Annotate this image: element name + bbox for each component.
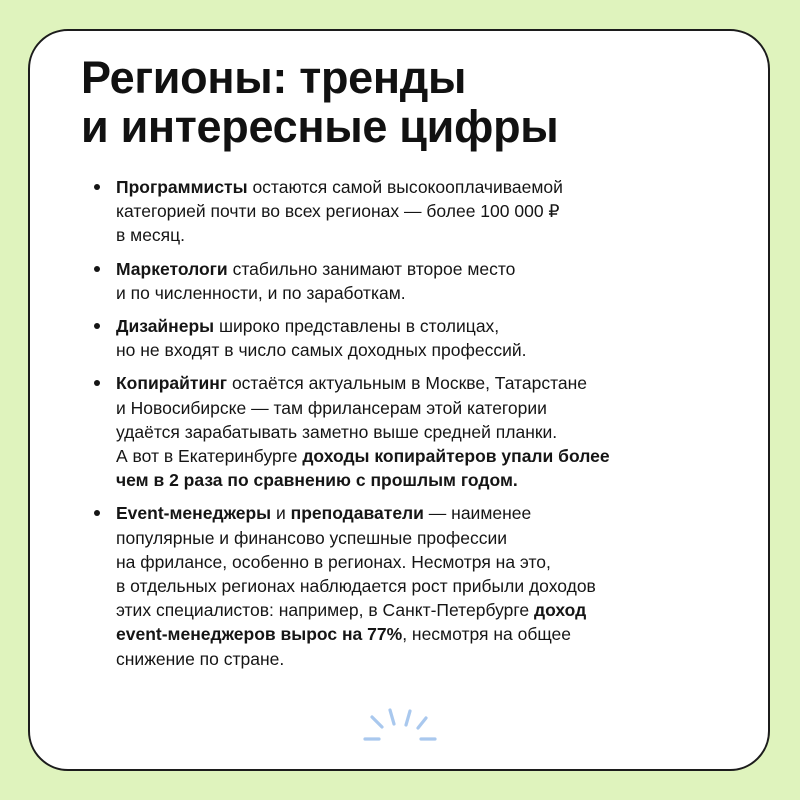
title-line-2: и интересные цифры [81, 101, 559, 152]
text-line [116, 444, 751, 468]
text-segment: и Новосибирске — там фрилансерам этой категории [116, 397, 547, 418]
text-line [116, 281, 751, 305]
text-segment: , несмотря на общее [402, 624, 572, 645]
bold-text: Event-менеджеры [116, 503, 272, 524]
text-segment: остаются самой высокооплачиваемой [247, 177, 563, 197]
text-line [116, 598, 751, 622]
text-segment: удаётся зарабатывать заметно выше средней планки. [116, 421, 558, 442]
text-segment: но не входят в число самых доходных профессий. [116, 340, 527, 361]
text-line [116, 199, 751, 223]
content-card [28, 29, 770, 771]
text-line [116, 420, 751, 444]
text-line [116, 647, 751, 671]
text-line [116, 257, 751, 281]
list-item [91, 371, 751, 492]
text-segment: в месяц. [116, 225, 186, 246]
bullet-list [91, 175, 751, 680]
bold-text: доходы копирайтеров упали более [302, 446, 610, 467]
bold-text: чем в 2 раза по сравнению с прошлым годом. [116, 470, 518, 491]
list-item [91, 175, 751, 248]
title-line-1: Регионы: тренды [81, 52, 467, 103]
list-item [91, 501, 751, 670]
text-segment: стабильно занимают второе место [227, 258, 516, 279]
text-segment: — наименее [423, 503, 532, 524]
text-line [116, 622, 751, 646]
list-item [91, 257, 751, 305]
bold-text: Программисты [116, 177, 248, 197]
text-segment: широко представлены в столицах, [214, 316, 500, 337]
list-item [91, 314, 751, 362]
text-segment: А вот в Екатеринбурге [116, 446, 303, 467]
text-segment: и по численности, и по заработкам. [116, 282, 406, 303]
bold-text: доход [533, 600, 587, 621]
text-line [116, 175, 751, 199]
text-segment: в отдельных регионах наблюдается рост прибыли доходов [116, 576, 596, 597]
text-line [116, 371, 751, 395]
text-segment: остаётся актуальным в Москве, Татарстане [227, 373, 588, 394]
text-segment: и [271, 503, 291, 524]
text-line [116, 468, 751, 492]
bold-text: Копирайтинг [116, 373, 228, 394]
text-segment: этих специалистов: например, в Санкт-Петербурге [116, 600, 534, 621]
text-line [116, 501, 751, 525]
text-line [116, 550, 751, 574]
sparkle-burst-icon [360, 706, 440, 746]
text-line [116, 396, 751, 420]
bold-text: преподаватели [290, 503, 424, 524]
text-segment: категорией почти во всех регионах — более 100 000 ₽ [116, 201, 560, 222]
text-segment: популярные и финансово успешные профессии [116, 527, 508, 548]
page-title [81, 53, 558, 151]
text-line [116, 574, 751, 598]
text-segment: снижение по стране. [116, 648, 285, 669]
bold-text: Дизайнеры [116, 316, 215, 337]
text-line [116, 223, 751, 247]
text-segment: на фрилансе, особенно в регионах. Несмотря на это, [116, 551, 551, 572]
text-line [116, 314, 751, 338]
text-line [116, 338, 751, 362]
bold-text: Маркетологи [116, 258, 228, 279]
bold-text: event-менеджеров вырос на 77% [116, 624, 403, 645]
text-line [116, 526, 751, 550]
